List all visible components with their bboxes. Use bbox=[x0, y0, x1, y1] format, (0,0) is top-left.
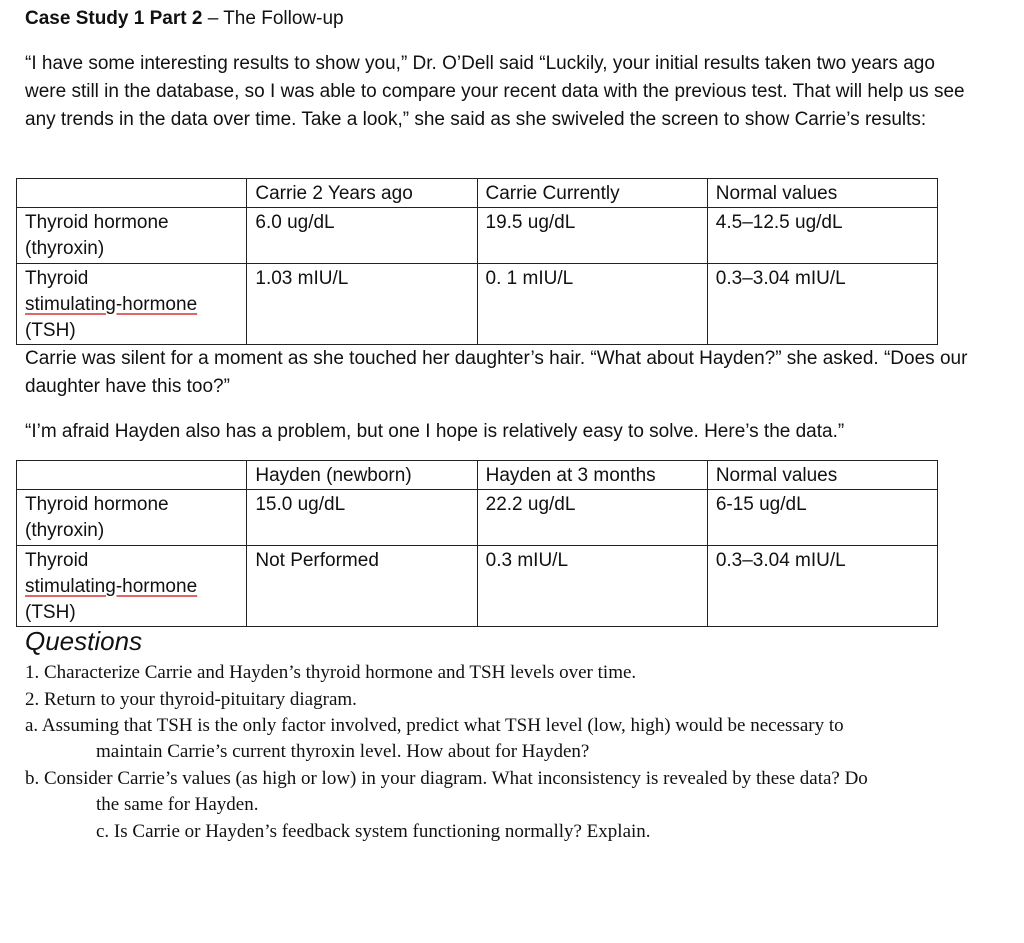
table-row bbox=[17, 546, 938, 627]
table-header-row bbox=[17, 461, 938, 490]
dialogue-paragraph: “I’m afraid Hayden also has a problem, but one I hope is relatively easy to solve. Here’s the data.” bbox=[25, 421, 845, 442]
table-cell: Not Performed bbox=[247, 546, 477, 627]
title-bold: Case Study 1 Part 2 bbox=[25, 8, 203, 29]
header-cell bbox=[17, 461, 247, 490]
table-cell: 1.03 mIU/L bbox=[247, 264, 477, 345]
header-cell: Hayden (newborn) bbox=[247, 461, 477, 490]
header-cell: Normal values bbox=[707, 179, 937, 208]
table-cell: 22.2 ug/dL bbox=[477, 490, 707, 546]
table-row bbox=[17, 490, 938, 546]
question-2: 2. Return to your thyroid-pituitary diagram. bbox=[25, 689, 357, 710]
table-cell: 6.0 ug/dL bbox=[247, 208, 477, 264]
questions-heading: Questions bbox=[25, 626, 143, 656]
header-cell: Carrie Currently bbox=[477, 179, 707, 208]
row-label: Thyroid stimulating-hormone (TSH) bbox=[17, 546, 247, 627]
table-row bbox=[17, 264, 938, 345]
dialogue-paragraph: Carrie was silent for a moment as she touched her daughter’s hair. “What about Hayden?” she asked. “Does our daughter have this too?” bbox=[25, 348, 968, 397]
table-cell: 0.3 mIU/L bbox=[477, 546, 707, 627]
table-cell: 0.3–3.04 mIU/L bbox=[707, 546, 937, 627]
header-cell: Hayden at 3 months bbox=[477, 461, 707, 490]
title-rest: – The Follow-up bbox=[202, 8, 344, 29]
table-cell: 6-15 ug/dL bbox=[707, 490, 937, 546]
carrie-results-table bbox=[16, 178, 938, 345]
question-2a: a. Assuming that TSH is the only factor involved, predict what TSH level (low, high) would be necessary to bbox=[25, 715, 844, 736]
table-cell: 0.3–3.04 mIU/L bbox=[707, 264, 937, 345]
question-2b-cont: the same for Hayden. bbox=[96, 794, 259, 815]
header-cell: Carrie 2 Years ago bbox=[247, 179, 477, 208]
row-label: Thyroid hormone (thyroxin) bbox=[17, 490, 247, 546]
table-cell: 19.5 ug/dL bbox=[477, 208, 707, 264]
table-header-row bbox=[17, 179, 938, 208]
question-1: 1. Characterize Carrie and Hayden’s thyroid hormone and TSH levels over time. bbox=[25, 662, 637, 683]
question-2b: b. Consider Carrie’s values (as high or low) in your diagram. What inconsistency is revealed by these data? Do bbox=[25, 768, 868, 789]
hayden-results-table bbox=[16, 460, 938, 627]
table-cell: 0. 1 mIU/L bbox=[477, 264, 707, 345]
question-2a-cont: maintain Carrie’s current thyroxin level. How about for Hayden? bbox=[96, 741, 590, 762]
table-row bbox=[17, 208, 938, 264]
header-cell: Normal values bbox=[707, 461, 937, 490]
page-title bbox=[25, 8, 344, 30]
table-cell: 4.5–12.5 ug/dL bbox=[707, 208, 937, 264]
question-2c: c. Is Carrie or Hayden’s feedback system functioning normally? Explain. bbox=[96, 821, 651, 842]
row-label: Thyroid hormone (thyroxin) bbox=[17, 208, 247, 264]
header-cell bbox=[17, 179, 247, 208]
table-cell: 15.0 ug/dL bbox=[247, 490, 477, 546]
intro-paragraph: “I have some interesting results to show you,” Dr. O’Dell said “Luckily, your initial results taken two years ago were still in the database, so I was able to compare your recent data with the previous test. That will help us see any trends in the data over time. Take a look,” she said as she swiveled the screen to show Carrie’s results: bbox=[25, 53, 965, 130]
row-label: Thyroid stimulating-hormone (TSH) bbox=[17, 264, 247, 345]
